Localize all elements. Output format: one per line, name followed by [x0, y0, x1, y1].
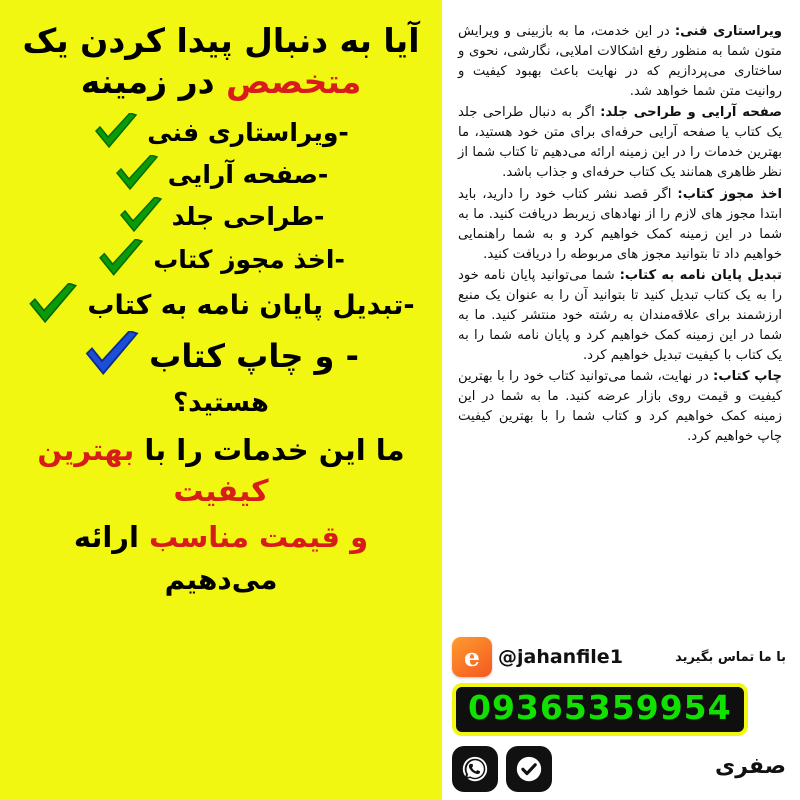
headline-line-1: آیا به دنبال پیدا کردن یک: [22, 21, 420, 60]
signature-label: صفری: [715, 753, 786, 779]
tagline-block: [14, 432, 428, 599]
paragraph-printing: [458, 367, 782, 447]
paragraph-license: [458, 185, 782, 265]
list-item-label: -طراحی جلد: [171, 202, 325, 232]
paragraph-layout-cover: [458, 103, 782, 183]
whatsapp-icon[interactable]: [452, 746, 498, 792]
check-mark-icon: [114, 155, 160, 195]
list-item: [14, 331, 428, 381]
tagline-line-4: می‌دهیم: [164, 563, 278, 597]
check-mark-icon: [97, 239, 145, 281]
paragraph-title: صفحه آرایی و طراحی جلد:: [600, 105, 782, 121]
page-title: [14, 22, 428, 102]
paragraph-body: شما می‌توانید پایان نامه خود را به یک کتاب تبدیل کنید تا بتوانید آن را به عنوان یک منبع ارزشمند برای علاقه‌مندان به رشته خود منتشر کنید. ما به شما در این زمینه کمک خواهیم کرد و پایان نامه شما را به یک کتاب با کیفیت تبدیل خواهیم کرد.: [458, 267, 782, 363]
footer-row: [452, 740, 786, 792]
list-item-label: -ویراستاری فنی: [147, 118, 349, 148]
services-list: [14, 112, 428, 382]
check-mark-icon: [83, 331, 141, 381]
paragraph-title: چاپ کتاب:: [713, 369, 782, 385]
tagline-line-3-tail: ارائه: [73, 519, 139, 554]
handle-label: @jahanfile1: [498, 646, 623, 669]
list-item: [14, 283, 428, 329]
question-line: هستید؟: [173, 387, 269, 418]
paragraph-title: اخذ مجوز کتاب:: [677, 186, 782, 202]
check-mark-icon: [93, 113, 139, 153]
eitaa-glyph: e: [464, 642, 480, 672]
paragraph-body: در این خدمت، ما به بازبینی و ویرایش متون شما به منظور رفع اشکالات املایی، نگارشی، نحوی و ساختاری می‌پردازیم که در نهایت باعث بهبود کیفیت و روانیت متن شما خواهد شد.: [458, 24, 782, 100]
call-us-label: با ما تماس بگیرید: [675, 649, 786, 665]
list-item: [14, 239, 428, 281]
list-item: [14, 113, 428, 153]
phone-row: [452, 683, 786, 736]
check-mark-icon: [118, 197, 164, 237]
eitaa-handle[interactable]: [452, 637, 623, 677]
headline-line-2-tail: در زمینه: [80, 61, 215, 101]
tagline-line-1-highlight: بهترین: [37, 432, 135, 467]
paragraph-body: اگر قصد نشر کتاب خود را دارید، باید ابتدا مجوز های لازم را از نهادهای زیربط دریافت کنید. ما به شما در این زمینه کمک خواهیم کرد و به شما راهنمایی خواهیم داد تا بتوانید مجوز های مربوطه را دریافت کنید.: [458, 186, 782, 262]
list-item-label: -صفحه آرایی: [167, 160, 329, 190]
list-item: [14, 197, 428, 237]
list-item-label: - و چاپ کتاب: [149, 336, 359, 375]
list-item-label: -تبدیل پایان نامه به کتاب: [87, 290, 415, 321]
phone-number: 09365359954: [468, 688, 732, 728]
check-badge-icon[interactable]: [506, 746, 552, 792]
paragraph-body: در نهایت، شما می‌توانید کتاب خود را با بهترین کیفیت و قیمت روی بازار عرضه کنید. ما به شما در این زمینه کمک خواهیم کرد و کتاب شما را با بهترین کیفیت چاپ خواهیم کرد.: [458, 369, 782, 445]
contact-block: [452, 637, 786, 792]
paragraph-title: تبدیل پایان نامه به کتاب:: [619, 267, 782, 283]
messenger-badges: [452, 746, 552, 792]
headline-highlight: متخصص: [226, 61, 362, 101]
phone-number-box[interactable]: [452, 683, 748, 736]
paragraph-title: ویراستاری فنی:: [674, 24, 782, 39]
contact-handle-row: [452, 637, 786, 677]
tagline-line-2: کیفیت: [173, 473, 269, 509]
paragraph-body: اگر به دنبال طراحی جلد یک کتاب یا صفحه آرایی حرفه‌ای برای متن خود هستید، ما بهترین خدمات را در این زمینه ارائه می‌دهیم تا کتاب شما از نظر ظاهری همانند یک کتاب حرفه‌ای و جذاب باشد.: [458, 105, 782, 181]
description-panel: [442, 0, 800, 800]
eitaa-icon[interactable]: [452, 637, 492, 677]
check-mark-icon: [27, 283, 79, 329]
paragraph-thesis-to-book: [458, 266, 782, 366]
tagline-line-1: ما این خدمات را با: [144, 432, 405, 467]
paragraph-editing: [458, 22, 782, 102]
list-item: [14, 155, 428, 195]
tagline-line-3-highlight: و قیمت مناسب: [149, 519, 369, 554]
list-item-label: -اخذ مجوز کتاب: [153, 245, 345, 275]
